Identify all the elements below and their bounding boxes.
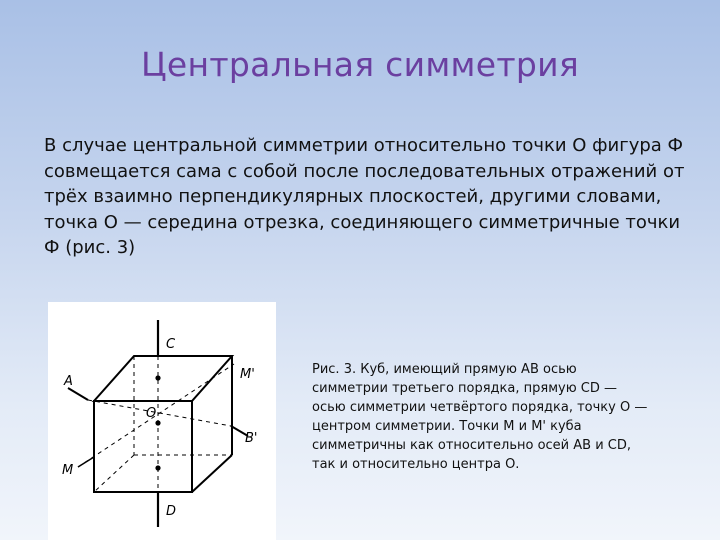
body-paragraph: В случае центральной симметрии относительно точки О фигура Ф совмещается сама с собой после последовательных отражений от трёх взаимно перпендикулярных плоскостей, другими словами, точка О — середина отрезка, соединяющего симметричные точки Ф (рис. 3): [44, 135, 685, 258]
label-m-prime: M': [240, 367, 255, 382]
diagonal-m-outer: [78, 457, 94, 467]
point-bottom: [155, 465, 160, 470]
label-m: M: [62, 463, 74, 478]
label-a: A: [64, 374, 73, 389]
point-top: [155, 375, 160, 380]
cube-diagram: [48, 302, 276, 540]
label-o: O: [146, 406, 157, 421]
figure-caption: Рис. 3. Куб, имеющий прямую АВ осью симметрии третьего порядка, прямую CD — осью симметрии четвёртого порядка, точку О — центром симметрии. Точки М и М' куба симметричны как относительно осей АВ и CD, так и относительно центра О.: [312, 362, 648, 472]
cube-top-face: [94, 356, 232, 401]
point-o: [155, 420, 160, 425]
cube-hidden-edge: [94, 455, 134, 492]
axis-ab-left: [68, 388, 88, 400]
cube-bottom-right-edge: [192, 455, 232, 492]
slide-title: Центральная симметрия: [140, 45, 580, 84]
cube-figure: [48, 302, 276, 540]
label-b: B': [245, 431, 258, 446]
label-d: D: [166, 504, 177, 519]
label-c: С: [166, 337, 176, 352]
